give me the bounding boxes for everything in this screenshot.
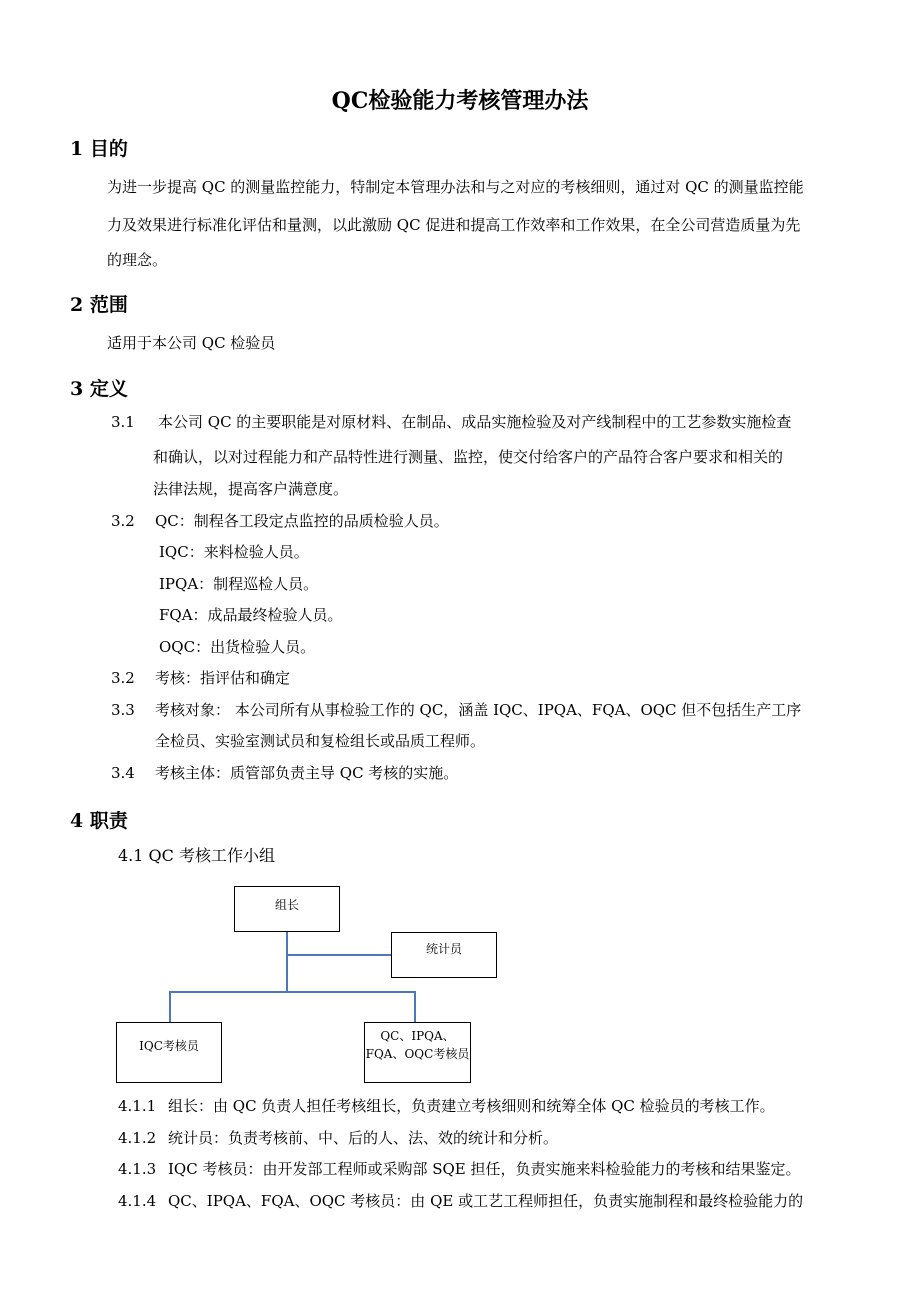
item-4-1-4-number: 4.1.4 [118, 1192, 157, 1210]
role-fqa: FQA：成品最终检验人员。 [159, 606, 343, 624]
def-3-1-line-3: 法律法规，提高客户满意度。 [153, 480, 349, 498]
section-1-line-1: 为进一步提高 QC 的测量监控能力，特制定本管理办法和与之对应的考核细则，通过对 QC 的测量监控能 [107, 178, 804, 196]
def-3-3-number: 3.3 [111, 701, 135, 719]
def-3-2-text: QC：制程各工段定点监控的品质检验人员。 [155, 512, 449, 530]
def-3-2b-text: 考核：指评估和确定 [155, 669, 291, 687]
org-connector-horizontal [169, 991, 416, 993]
org-connector-left [169, 991, 171, 1023]
org-connector-stat [286, 954, 392, 956]
item-4-1-2-text: 统计员：负责考核前、中、后的人、法、效的统计和分析。 [168, 1129, 559, 1147]
def-3-3-line-1: 考核对象： 本公司所有从事检验工作的 QC，涵盖 IQC、IPQA、FQA、OQC 但不包括生产工序 [155, 701, 802, 719]
org-box-other-line-2: FQA、OQC考核员 [365, 1047, 470, 1061]
section-1-line-2: 力及效果进行标准化评估和量测，以此激励 QC 促进和提高工作效率和工作效果，在全公司营造质量为先 [107, 216, 801, 234]
item-4-1-2-number: 4.1.2 [118, 1129, 157, 1147]
section-1-line-3: 的理念。 [107, 251, 168, 269]
def-3-1-number: 3.1 [111, 413, 135, 431]
def-3-1-line-2: 和确认，以对过程能力和产品特性进行测量、监控，使交付给客户的产品符合客户要求和相关的 [153, 448, 784, 466]
section-1-heading: 1 目的 [70, 138, 128, 160]
section-4-heading: 4 职责 [70, 810, 128, 832]
item-4-1-1-text: 组长：由 QC 负责人担任考核组长，负责建立考核细则和统筹全体 QC 检验员的考核工作。 [168, 1097, 775, 1115]
item-4-1-4-text: QC、IPQA、FQA、OQC 考核员：由 QE 或工艺工程师担任，负责实施制程和最终检验能力的 [168, 1192, 804, 1210]
subsection-4-1-title: 4.1 QC 考核工作小组 [118, 846, 275, 865]
org-connector-right [414, 991, 416, 1023]
item-4-1-1-number: 4.1.1 [118, 1097, 157, 1115]
def-3-2-number: 3.2 [111, 512, 135, 530]
def-3-1-line-1: 本公司 QC 的主要职能是对原材料、在制品、成品实施检验及对产线制程中的工艺参数实施检查 [158, 413, 792, 431]
def-3-4-text: 考核主体：质管部负责主导 QC 考核的实施。 [155, 764, 459, 782]
def-3-4-number: 3.4 [111, 764, 135, 782]
org-box-iqc-assessor: IQC考核员 [116, 1022, 222, 1083]
section-2-heading: 2 范围 [70, 294, 128, 316]
org-box-other-assessor [364, 1022, 471, 1083]
section-2-line: 适用于本公司 QC 检验员 [107, 334, 276, 352]
role-oqc: OQC：出货检验人员。 [159, 638, 316, 656]
item-4-1-3-text: IQC 考核员：由开发部工程师或采购部 SQE 担任，负责实施来料检验能力的考核和结果鉴定。 [168, 1160, 801, 1178]
def-3-3-line-2: 全检员、实验室测试员和复检组长或品质工程师。 [155, 732, 486, 750]
role-ipqa: IPQA：制程巡检人员。 [159, 575, 319, 593]
org-box-leader: 组长 [234, 886, 340, 932]
section-3-heading: 3 定义 [70, 378, 128, 400]
item-4-1-3-number: 4.1.3 [118, 1160, 157, 1178]
org-connector-trunk [286, 931, 288, 993]
role-iqc: IQC：来料检验人员。 [159, 543, 309, 561]
page-title: QC检验能力考核管理办法 [331, 88, 589, 114]
org-box-other-line-1: QC、IPQA、 [380, 1029, 455, 1043]
org-box-statistician: 统计员 [391, 932, 497, 978]
def-3-2b-number: 3.2 [111, 669, 135, 687]
